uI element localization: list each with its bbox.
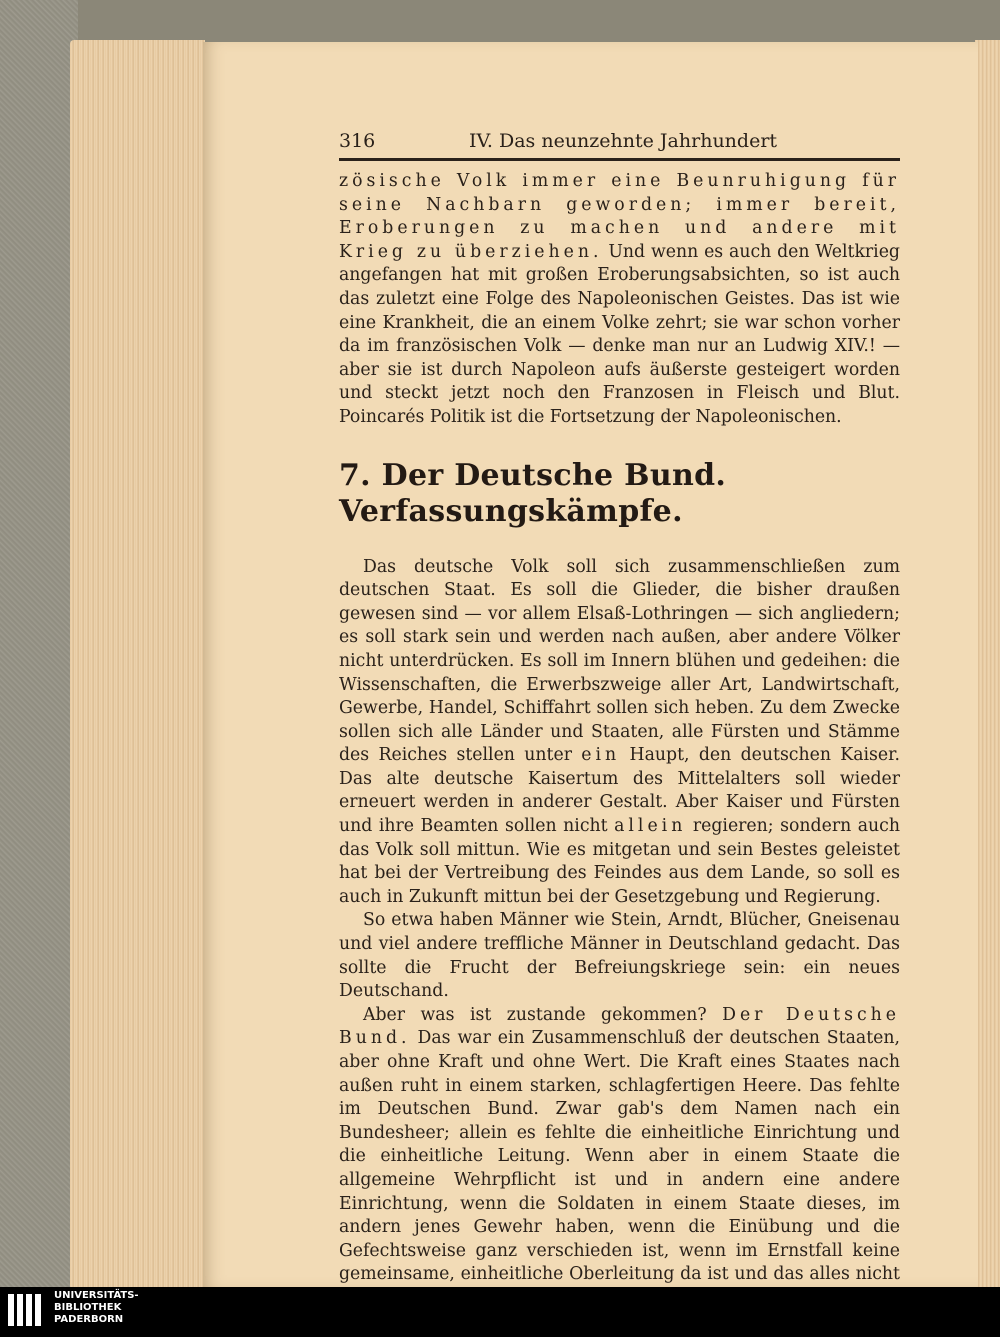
paragraph-text: Haupt, den deutschen Kaiser. Das alte deutsche Kaisertum des Mittelalters soll wieder erneuert werden in anderer Gestalt. Aber Kaiser und Fürsten und ihre Beamten sollen nicht: [339, 745, 900, 837]
logo-line: UNIVERSITÄTS-: [54, 1290, 139, 1301]
logo-line: BIBLIOTHEK: [54, 1302, 122, 1313]
spaced-text: allein: [614, 816, 687, 837]
page-body: [339, 170, 900, 1334]
library-logo-text: [54, 1290, 139, 1326]
paragraph-text: Und wenn es auch den Weltkrieg angefangen hat mit großen Eroberungsabsichten, so ist auch das zuletzt eine Folge des Napoleonischen Geistes. Das ist wie eine Krankheit, die an einem Volke zehrt; sie war schon vorher da im französischen Volk — denke man nur an Ludwig XIV.! — aber sie ist durch Napoleon aufs äußerste gesteigert worden und steckt jetzt noch den Franzosen in Fleisch und Blut. Poincarés Politik ist die Fortsetzung der Napoleonischen.: [339, 241, 900, 427]
spaced-text: ein: [581, 745, 621, 766]
footer-strip: [0, 1287, 1000, 1337]
running-title: IV. Das neunzehnte Jahrhundert: [469, 130, 778, 152]
paragraph-text: Das deutsche Volk soll sich zusammenschließen zum deutschen Staat. Es soll die Glieder, die bisher draußen gewesen sind — vor allem Elsaß-Lothringen — sich angliedern; es soll stark sein und werden nach außen, aber andere Völker nicht unterdrücken. Es soll im Innern blühen und gedeihen: die Wissenschaften, die Erwerbszweige aller Art, Landwirtschaft, Gewerbe, Handel, Schiffahrt sollen sich heben. Zu dem Zwecke sollen sich alle Länder und Staaten, alle Fürsten und Stämme des Reiches stellen unter: [339, 556, 900, 766]
paragraph-3: So etwa haben Männer wie Stein, Arndt, Blücher, Gneisenau und viel andere treffliche Männer in Deutschland gedacht. Das sollte die Frucht der Befreiungskriege sein: ein neues Deutschand.: [339, 910, 900, 1002]
paragraph-text: regieren; sondern auch das Volk soll mittun. Wie es mitgetan und sein Bestes geleistet hat bei der Vertreibung des Feindes aus dem Lande, so soll es auch in Zukunft mittun bei der Gesetzgebung und Regierung.: [339, 816, 900, 907]
paragraph-text: Aber was ist zustande gekommen?: [363, 1004, 723, 1025]
paragraph-text: Das war ein Zusammenschluß der deutschen Staaten, aber ohne Kraft und ohne Wert. Die Kraft eines Staates nach außen ruht in einem starken, schlagfertigen Heere. Das fehlte im Deutschen Bund. Zwar gab's dem Namen nach ein Bundesheer; allein es fehlte die einheitliche Einrichtung und die einheitliche Leitung. Wenn aber in einem Staate die allgemeine Wehrpflicht ist und in andern eine andere Einrichtung, wenn die Soldaten in einem Staate dieses, im andern jenes Gewehr haben, wenn die Einübung und die Gefechtsweise ganz verschieden ist, wenn im Ernstfall keine gemeinsame, einheitliche Oberleitung da ist und das alles nicht: [339, 1028, 900, 1285]
spaced-text: zösische Volk immer eine Beunruhigung für seine Nachbarn geworden; immer bereit, Eroberungen zu machen und andere mit Krieg zu überziehen.: [339, 171, 900, 262]
page-stack-edges: [70, 40, 205, 1290]
paragraph-1: [339, 170, 900, 430]
logo-line: PADERBORN: [54, 1314, 124, 1325]
book-cover-edge: [0, 0, 78, 1300]
page-number: 316: [339, 130, 376, 152]
right-page-edges: [975, 40, 1000, 1290]
running-header: [339, 128, 900, 161]
library-logo-icon: [6, 1290, 48, 1332]
section-title: 7. Der Deutsche Bund. Verfassungskämpfe.: [339, 457, 727, 529]
spaced-text: Der Deutsche Bund.: [339, 1004, 900, 1049]
paragraph-4: [339, 1004, 900, 1334]
paragraph-2: [339, 556, 900, 910]
